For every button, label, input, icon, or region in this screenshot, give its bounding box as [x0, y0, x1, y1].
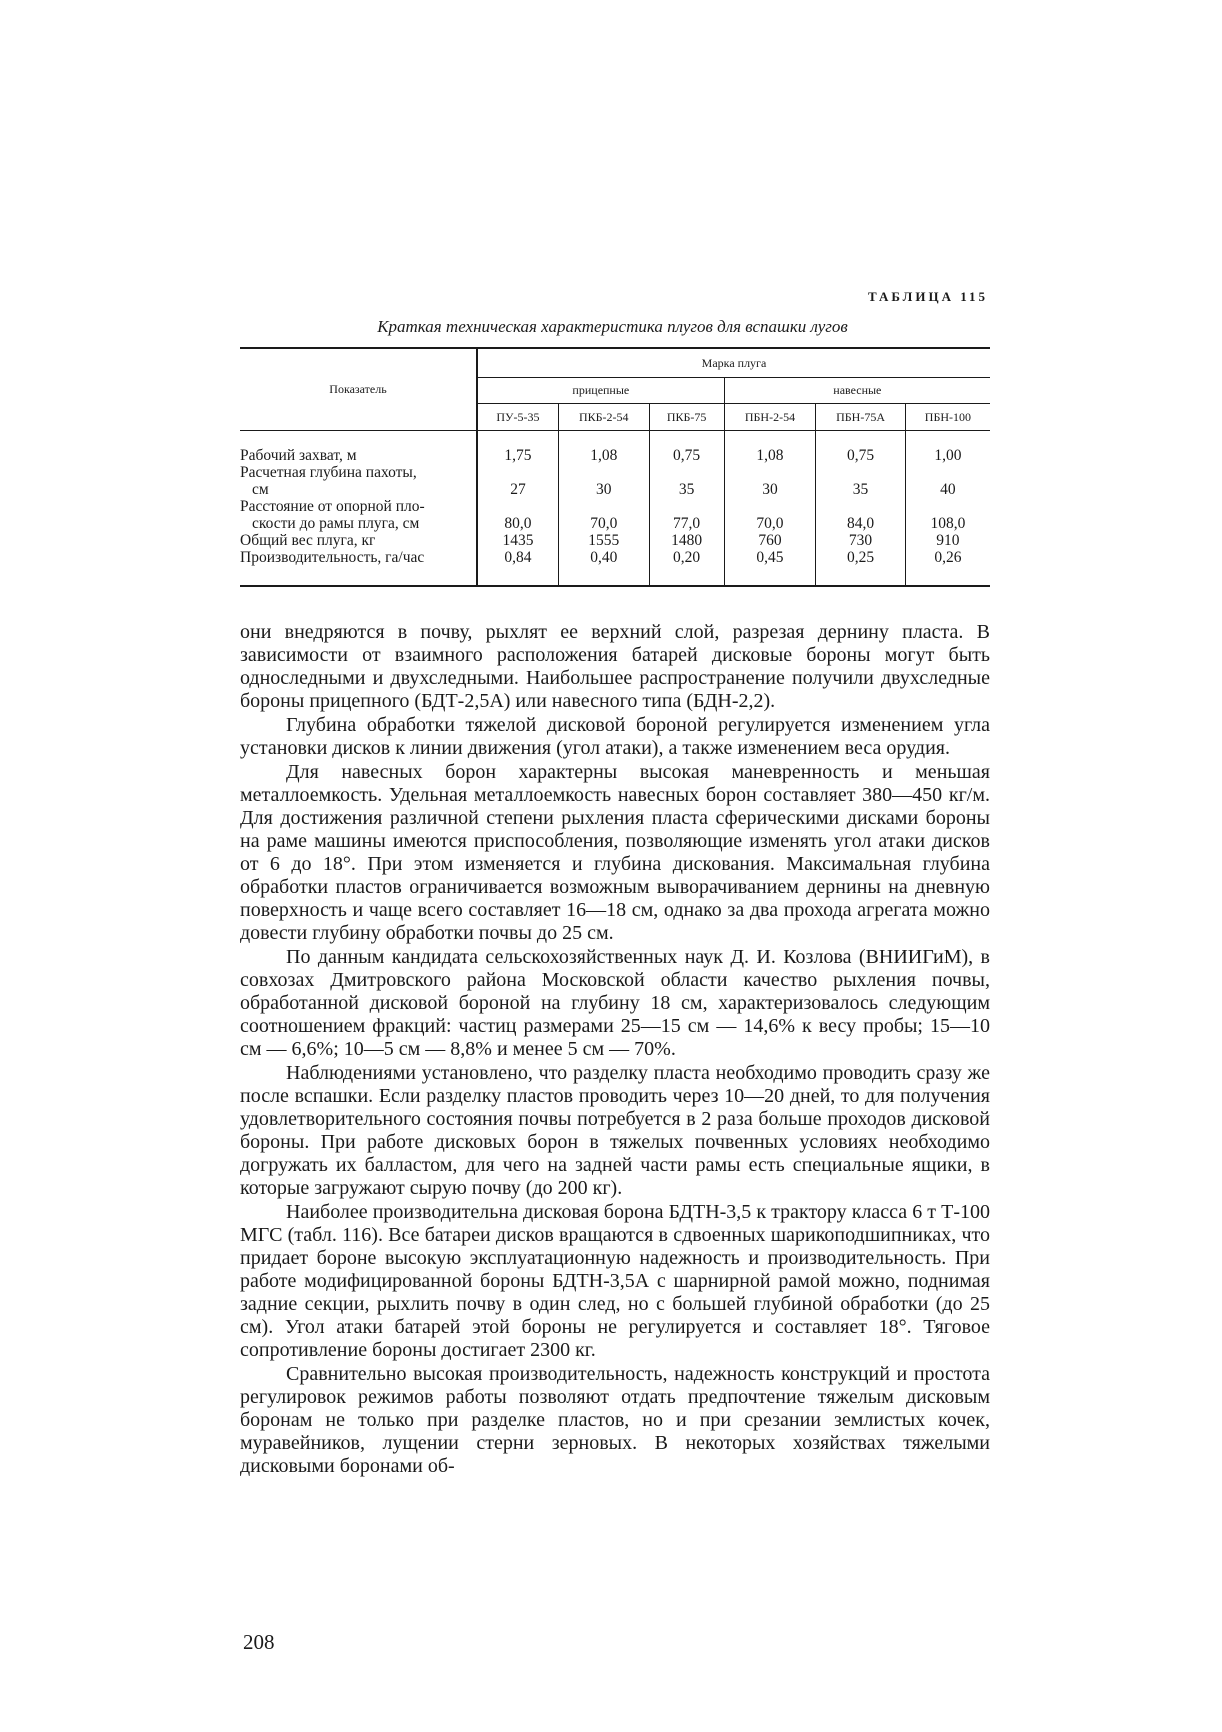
table-cell: 0,45	[724, 549, 816, 586]
table-cell: 1435	[477, 532, 558, 549]
group-mounted: навесные	[724, 378, 990, 404]
column-header: ПБН-75А	[816, 404, 906, 431]
table-cell: 0,25	[816, 549, 906, 586]
table-cell: 30	[558, 464, 649, 498]
table-cell: 760	[724, 532, 816, 549]
page-number: 208	[243, 1630, 275, 1654]
row-label-line: см	[252, 481, 269, 498]
table-cell: 910	[905, 532, 990, 549]
table-cell: 730	[816, 532, 906, 549]
table-cell: 1,08	[558, 447, 649, 464]
body-text	[240, 621, 990, 1479]
table-number: ТАБЛИЦА 115	[867, 289, 988, 304]
column-header: ПУ-5-35	[477, 404, 558, 431]
plow-specs-table	[240, 347, 990, 587]
row-label-line: Расчетная глубина пахоты,	[240, 464, 417, 481]
table-cell: 0,40	[558, 549, 649, 586]
paragraph: Для навесных борон характерны высокая маневренность и меньшая металлоемкость. Удельная металлоемкость навесных борон составляет 380—450 кг/м. Для достижения различной степени рыхления пласта сферическими дисками бороны на раме машины имеются приспособления, позволяющие изменять угол атаки дисков от 6 до 18°. При этом изменяется и глубина дискования. Максимальная глубина обработки пластов ограничивается возможным выворачиванием дернины на дневную поверхность и чаще всего составляет 16—18 см, однако за два прохода агрегата можно довести глубину обработки почвы до 25 см.	[240, 761, 990, 944]
table-cell: 0,75	[649, 447, 724, 464]
paragraph: Наиболее производительна дисковая борона БДТН-3,5 к трактору класса 6 т Т-100 МГС (табл. 116). Все батареи дисков вращаются в сдвоенных шарикоподшипниках, что придает бороне высокую эксплуатационную надежность и производительность. При работе модифицированной бороны БДТН-3,5А с шарнирной рамой можно, поднимая задние секции, рыхлить почву в один след, но с большей глубиной обработки (до 25 см). Угол атаки батарей этой бороны не регулируется и составляет 18°. Тяговое сопротивление бороны достигает 2300 кг.	[240, 1201, 990, 1361]
row-label: Производительность, га/час	[240, 549, 477, 586]
table-row	[240, 498, 990, 532]
row-label-line: скости до рамы плуга, см	[252, 515, 420, 532]
paragraph: они внедряются в почву, рыхлят ее верхний слой, разрезая дернину пласта. В зависимости от взаимного расположения батарей дисковые бороны могут быть однoследными и двухследными. Наибольшее распространение получили двухследные бороны прицепного (БДТ-2,5А) или навесного типа (БДН-2,2).	[240, 621, 990, 712]
table-cell: 0,26	[905, 549, 990, 586]
paragraph: По данным кандидата сельскохозяйственных наук Д. И. Козлова (ВНИИГиМ), в совхозах Дмитровского района Московской области качество рыхления почвы, обработанной дисковой бороной на глубину 18 см, характеризовалось следующим соотношением фракций: частиц размерами 25—15 см — 14,6% к весу пробы; 15—10 см — 6,6%; 10—5 см — 8,8% и менее 5 см — 70%.	[240, 946, 990, 1060]
brand-header: Марка плуга	[477, 348, 990, 378]
paragraph: Глубина обработки тяжелой дисковой бороной регулируется изменением угла установки дисков к линии движения (угол атаки), а также изменением веса орудия.	[240, 714, 990, 759]
table-cell: 27	[477, 464, 558, 498]
table-cell: 35	[649, 464, 724, 498]
table-cell: 80,0	[477, 498, 558, 532]
row-label	[240, 464, 477, 498]
row-label: Рабочий захват, м	[240, 447, 357, 464]
table-cell: 35	[816, 464, 906, 498]
column-header: ПБН-100	[905, 404, 990, 431]
table-row	[240, 464, 990, 498]
paragraph: Наблюдениями установлено, что разделку пласта необходимо проводить сразу же после вспашки. Если разделку пластов проводить через 10—20 дней, то для получения удовлетворительного состояния почвы потребуется в 2 раза больше проходов дисковой бороны. При работе дисковых борон в тяжелых почвенных условиях необходимо догружать их балластом, для чего на задней части рамы есть специальные ящики, в которые загружают сырую почву (до 200 кг).	[240, 1062, 990, 1199]
table-row	[240, 549, 990, 586]
table-cell: 0,84	[477, 549, 558, 586]
indicator-header: Показатель	[240, 348, 477, 431]
table-cell: 1480	[649, 532, 724, 549]
column-header: ПБН-2-54	[724, 404, 816, 431]
table-cell: 108,0	[905, 498, 990, 532]
table-cell: 0,75	[816, 447, 906, 464]
table-row	[240, 532, 990, 549]
table-cell: 1,75	[477, 447, 558, 464]
table-cell: 1,08	[724, 447, 816, 464]
group-trailed: прицепные	[477, 378, 724, 404]
row-label	[240, 498, 477, 532]
row-label-line: Расстояние от опорной пло-	[240, 498, 425, 515]
table-cell: 77,0	[649, 498, 724, 532]
table-cell: 1,00	[905, 447, 990, 464]
table-cell: 40	[905, 464, 990, 498]
table-cell: 70,0	[724, 498, 816, 532]
column-header: ПКБ-2-54	[558, 404, 649, 431]
row-label: Общий вес плуга, кг	[240, 532, 376, 549]
column-header: ПКБ-75	[649, 404, 724, 431]
table-caption: Краткая техническая характеристика плугов для вспашки лугов	[377, 317, 848, 336]
table-cell: 1555	[558, 532, 649, 549]
paragraph: Сравнительно высокая производительность, надежность конструкций и простота регулировок режимов работы позволяют отдать предпочтение тяжелым дисковым боронам не только при разделке пластов, но и при срезании землистых кочек, муравейников, лущении стерни зерновых. В некоторых хозяйствах тяжелыми дисковыми боронами об-	[240, 1363, 990, 1477]
table-cell: 30	[724, 464, 816, 498]
table-cell: 70,0	[558, 498, 649, 532]
table-row	[240, 447, 990, 464]
table-cell: 84,0	[816, 498, 906, 532]
table-cell: 0,20	[649, 549, 724, 586]
